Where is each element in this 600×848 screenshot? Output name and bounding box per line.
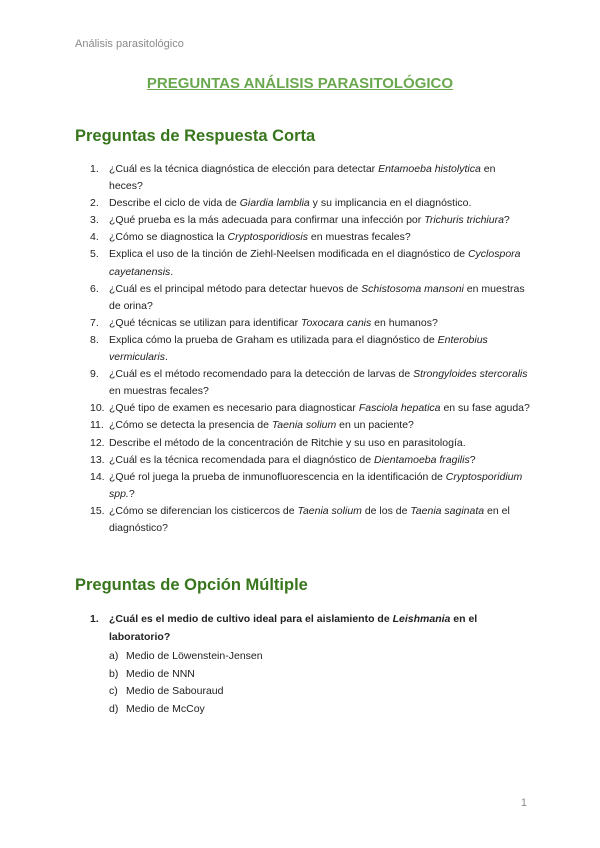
answer-option (109, 701, 530, 719)
question-number: 1. (90, 613, 99, 625)
section-heading-multiple-choice: Preguntas de Opción Múltiple (75, 576, 308, 594)
text-run: ? (469, 453, 476, 466)
section-heading-short-answer: Preguntas de Respuesta Corta (75, 127, 316, 145)
question-number: 1. (90, 163, 99, 175)
multiple-choice-list (90, 611, 530, 718)
italic-term: Schistosoma mansoni (361, 282, 464, 295)
text-run: ¿Qué técnicas se utilizan para identificar (109, 316, 302, 329)
question-number: 2. (90, 197, 99, 210)
document-title: PREGUNTAS ANÁLISIS PARASITOLÓGICO (146, 75, 454, 92)
italic-term: Trichuris trichiura (424, 214, 504, 227)
short-answer-question (90, 435, 530, 452)
short-answer-list (90, 161, 530, 537)
text-run: ¿Cuál es el principal método para detectar huevos de (109, 282, 362, 295)
italic-term: Enterobius vermicularis (109, 333, 488, 364)
option-letter: a) (109, 650, 119, 662)
italic-term: Cryptosporidiosis (227, 231, 309, 244)
short-answer-question (90, 229, 530, 246)
option-text: Medio de NNN (126, 667, 195, 680)
italic-term: Fasciola hepatica (358, 402, 441, 415)
text-run: ¿Cuál es la técnica recomendada para el diagnóstico de (109, 453, 374, 466)
question-number: 15. (90, 504, 105, 517)
question-number: 10. (90, 402, 105, 415)
text-run: ¿Cuál es el método recomendado para la detección de larvas de (109, 368, 414, 381)
multiple-choice-question (90, 611, 530, 718)
text-run: Explica cómo la prueba de Graham es utilizada para el diagnóstico de (109, 333, 438, 346)
short-answer-question (90, 246, 530, 280)
question-number: 8. (90, 333, 99, 346)
text-run: ¿Cómo se detecta la presencia de (109, 419, 272, 432)
text-run: Explica el uso de la tinción de Ziehl-Neelsen modificada en el diagnóstico de (109, 248, 468, 261)
short-answer-question (90, 503, 530, 537)
text-run: ¿Qué prueba es la más adecuada para confirmar una infección por (109, 214, 425, 227)
italic-term: Cyclospora cayetanensis (109, 248, 521, 278)
short-answer-question (90, 366, 530, 400)
short-answer-question (90, 195, 530, 212)
page-number: 1 (520, 797, 527, 809)
question-number: 3. (90, 214, 99, 227)
short-answer-question (90, 417, 530, 434)
italic-term: Cryptosporidium spp. (109, 470, 523, 500)
text-run: ¿Cómo se diagnostica la (109, 231, 228, 244)
question-number: 11. (90, 419, 104, 432)
short-answer-question (90, 212, 530, 229)
short-answer-question (90, 161, 530, 195)
question-number: 5. (90, 248, 99, 261)
text-run: de los de (361, 504, 411, 517)
text-run: ? (128, 487, 135, 500)
text-run: ¿Qué rol juega la prueba de inmunofluorescencia en la identificación de (109, 470, 446, 483)
text-run: ¿Cómo se diferencian los cisticercos de (109, 504, 298, 517)
running-header: Análisis parasitológico (75, 38, 184, 50)
text-run: en muestras fecales? (109, 385, 209, 398)
question-number: 14. (90, 470, 105, 483)
option-letter: c) (109, 685, 118, 697)
italic-term: Strongyloides stercoralis (413, 368, 528, 381)
text-run: y su implicancia en el diagnóstico. (309, 197, 472, 210)
short-answer-question (90, 281, 530, 315)
text-run: en el diagnóstico? (109, 504, 510, 534)
option-letter: b) (109, 667, 119, 680)
short-answer-question (90, 469, 530, 503)
question-number: 13. (90, 453, 105, 466)
text-run: ¿Qué tipo de examen es necesario para diagnosticar (109, 402, 359, 415)
option-text: Medio de McCoy (126, 702, 205, 715)
answer-option (109, 648, 530, 666)
text-run: en heces? (109, 163, 496, 193)
option-text: Medio de Sabouraud (126, 685, 224, 697)
short-answer-question (90, 315, 530, 332)
italic-term: Toxocara canis (301, 316, 372, 329)
text-run: en el laboratorio? (109, 613, 478, 643)
text-run: ¿Cuál es el medio de cultivo ideal para el aislamiento de (109, 613, 393, 625)
text-run: ¿Cuál es la técnica diagnóstica de elección para detectar (109, 163, 379, 175)
italic-term: Taenia solium (297, 504, 362, 517)
question-number: 6. (90, 282, 99, 295)
answer-option (109, 683, 530, 701)
short-answer-question (90, 332, 530, 366)
question-number: 7. (90, 316, 99, 329)
text-run: en su fase aguda? (440, 402, 530, 415)
option-letter: d) (109, 702, 119, 715)
answer-option (109, 666, 530, 684)
text-run: ? (503, 214, 510, 227)
short-answer-question (90, 400, 530, 417)
text-run: en muestras de orina? (109, 282, 525, 312)
answer-options (109, 648, 530, 718)
short-answer-question (90, 452, 530, 469)
italic-term: Taenia solium (271, 419, 337, 432)
text-run: en humanos? (371, 316, 438, 329)
question-number: 12. (90, 436, 105, 449)
italic-term: Taenia saginata (410, 504, 485, 517)
italic-term: Dientamoeba fragilis (374, 453, 470, 466)
text-run: en un paciente? (336, 419, 414, 432)
italic-term: Leishmania (392, 613, 451, 625)
text-run: . (170, 265, 174, 278)
text-run: . (165, 351, 168, 364)
text-run: Describe el método de la concentración de Ritchie y su uso en parasitología. (109, 436, 466, 449)
option-text: Medio de Löwenstein-Jensen (126, 650, 263, 662)
italic-term: Entamoeba histolytica (378, 163, 481, 175)
text-run: Describe el ciclo de vida de (109, 197, 240, 210)
italic-term: Giardia lamblia (239, 197, 310, 210)
question-number: 9. (90, 368, 99, 381)
question-number: 4. (90, 231, 99, 244)
text-run: en muestras fecales? (308, 231, 411, 244)
